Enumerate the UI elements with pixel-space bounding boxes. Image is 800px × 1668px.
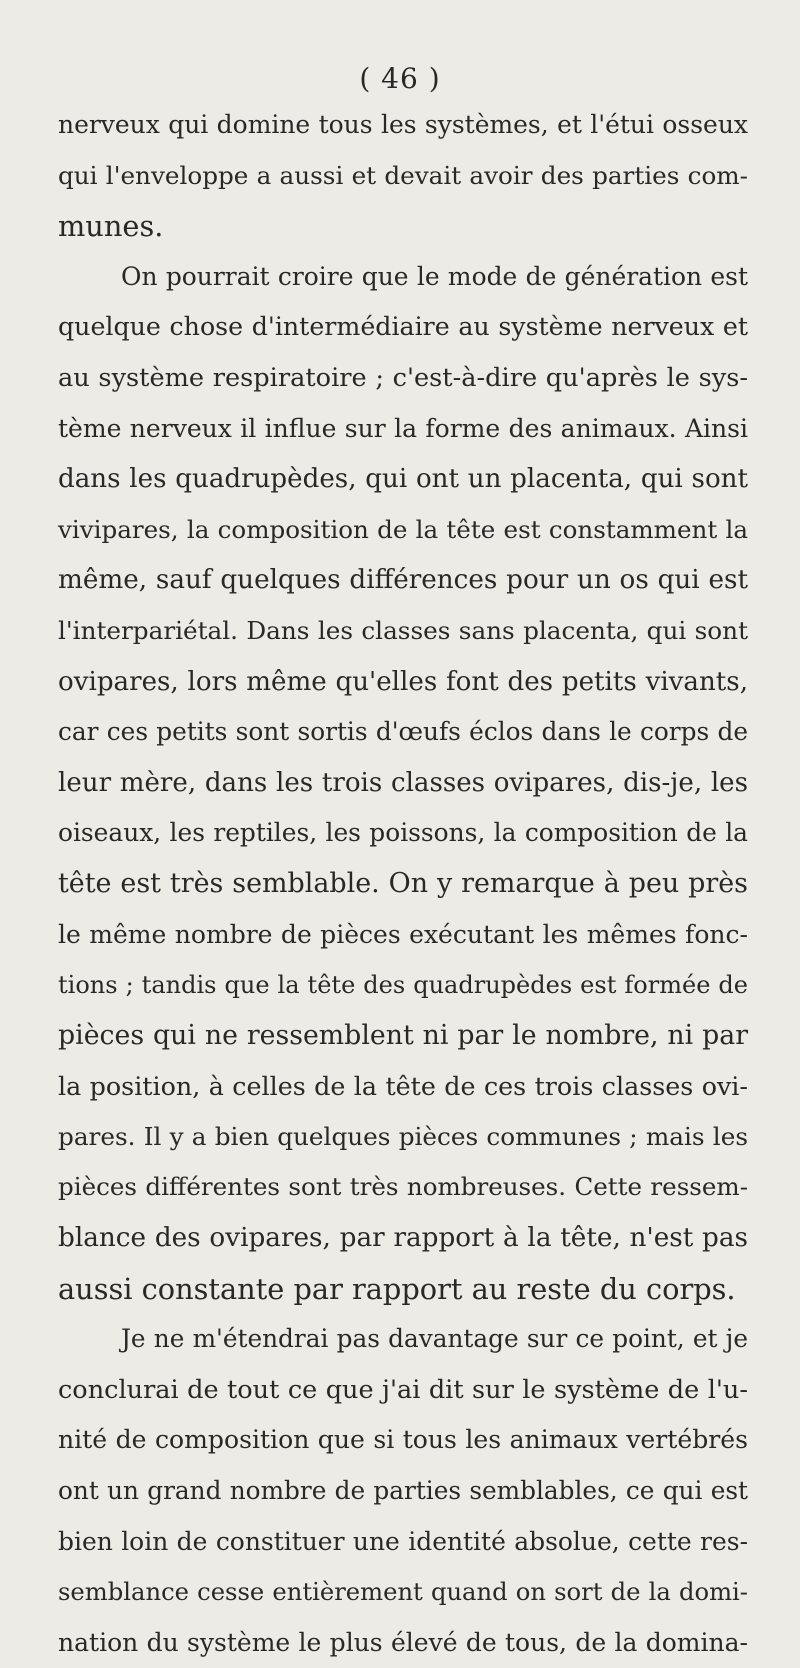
text-line: même, sauf quelques différences pour un os qui est — [58, 565, 748, 596]
text-line: tête est très semblable. On y remarque à peu près — [58, 867, 748, 899]
text-line: car ces petits sont sortis d'œufs éclos dans le corps de — [58, 717, 748, 747]
text-line: l'interpariétal. Dans les classes sans placenta, qui sont — [58, 615, 748, 645]
text-line: le même nombre de pièces exécutant les mêmes fonc- — [58, 919, 748, 949]
text-line: vivipares, la composition de la tête est constamment la — [58, 514, 748, 544]
text-line: nité de composition que si tous les animaux vertébrés — [58, 1425, 748, 1455]
text-line: On pourrait croire que le mode de génération est — [121, 261, 748, 291]
text-line: pares. Il y a bien quelques pièces communes ; mais les — [58, 1121, 748, 1151]
body-text — [58, 100, 748, 1668]
text-line: qui l'enveloppe a aussi et devait avoir des parties com- — [58, 160, 748, 190]
text-line: au système respiratoire ; c'est-à-dire qu'après le sys- — [58, 362, 748, 393]
text-line: munes. — [58, 209, 164, 244]
text-line: leur mère, dans les trois classes ovipares, dis-je, les — [58, 767, 748, 798]
page-number: ( 46 ) — [359, 62, 441, 95]
text-line: ont un grand nombre de parties semblables, ce qui est — [58, 1476, 748, 1506]
text-line: aussi constante par rapport au reste du corps. — [58, 1271, 736, 1306]
text-line: quelque chose d'intermédiaire au système nerveux et — [58, 312, 748, 342]
text-line: ovipares, lors même qu'elles font des petits vivants, — [58, 666, 748, 697]
text-line: conclurai de tout ce que j'ai dit sur le système de l'u- — [58, 1374, 748, 1405]
text-line: semblance cesse entièrement quand on sort de la domi- — [58, 1577, 748, 1607]
text-line: tème nerveux il influe sur la forme des animaux. Ainsi — [58, 413, 748, 443]
text-line: oiseaux, les reptiles, les poissons, la composition de la — [58, 818, 748, 848]
text-line: Je ne m'étendrai pas davantage sur ce point, et je — [121, 1324, 748, 1354]
text-line: pièces qui ne ressemblent ni par le nombre, ni par — [58, 1019, 748, 1051]
text-line: bien loin de constituer une identité absolue, cette res- — [58, 1526, 748, 1556]
text-line: blance des ovipares, par rapport à la tête, n'est pas — [58, 1223, 748, 1254]
text-line: dans les quadrupèdes, qui ont un placenta, qui sont — [58, 464, 748, 495]
text-line: la position, à celles de la tête de ces trois classes ovi- — [58, 1071, 748, 1102]
text-line: tions ; tandis que la tête des quadrupèdes est formée de — [58, 971, 748, 1000]
text-line: nerveux qui domine tous les systèmes, et l'étui osseux — [58, 110, 748, 139]
text-line: pièces différentes sont très nombreuses. Cette ressem- — [58, 1172, 748, 1202]
text-line: nation du système le plus élevé de tous, de la domina- — [58, 1627, 748, 1657]
